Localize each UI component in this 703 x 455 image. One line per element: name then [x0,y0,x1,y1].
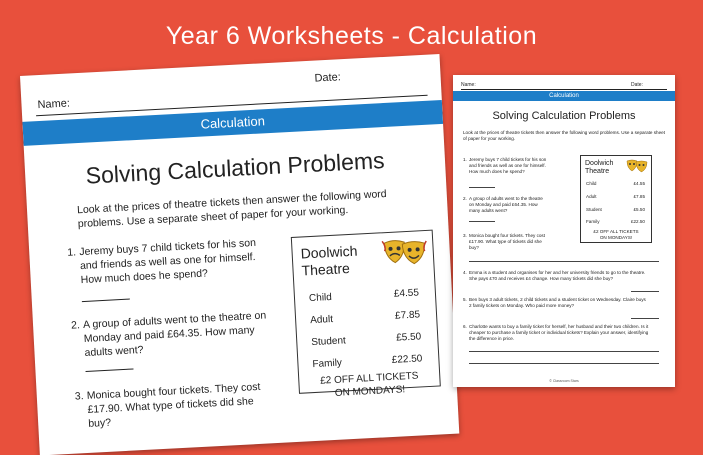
question-text: A group of adults went to the theatre on Monday and paid £64.35. How many adults went? [82,309,267,359]
monday-offer [305,369,434,402]
question-text: Ben buys 3 adult tickets, 2 child tickets and a student ticket on Wednesday. Claire buys 2 family tickets on Monday. Who paid more money? [469,297,646,308]
question-text: Monica bought four tickets. They cost £17.90. What type of tickets did she buy? [86,380,261,430]
answer-line [82,299,130,303]
question-3 [74,379,278,431]
question-2 [463,196,547,214]
ticket-type: Adult [586,194,597,199]
ticket-price: £5.50 [395,331,422,344]
copyright-footer: © Classroom Stars [549,379,579,383]
ticket-price: £7.85 [394,309,421,322]
worksheet-title: Solving Calculation Problems [85,147,386,189]
header-bar: Calculation [22,100,443,146]
ticket-price: £4.55 [633,181,645,186]
ticket-price: £5.50 [633,207,645,212]
question-number: 5. [463,297,467,302]
answer-line [469,187,495,188]
ticket-price: £7.85 [633,194,645,199]
ticket-type: Child [586,181,597,186]
price-row-child [309,287,425,304]
price-row-student [586,207,647,212]
banner-title: Year 6 Worksheets - Calculation [165,22,538,50]
price-row-student [311,331,427,348]
answer-line [631,291,659,292]
question-text: Jeremy buys 7 child tickets for his son and friends as well as one for himself. How much does he spend? [78,236,257,287]
price-row-adult [310,309,426,326]
intro-text: Look at the prices of theatre tickets then answer the following word problems. Use a separate sheet of paper for your working. [463,130,665,141]
date-label: Date: [631,82,643,88]
ticket-type: Family [586,219,600,224]
worksheet-title: Solving Calculation Problems [492,110,636,122]
ticket-type: Adult [309,313,334,327]
theatre-title [585,160,613,176]
name-label: Name: [37,97,71,112]
question-text: A group of adults went to the theatre on Monday and paid £64.35. How many adults went? [469,196,543,213]
ticket-type: Student [586,207,602,212]
question-number: 6. [463,324,467,329]
answer-line [469,221,495,222]
question-number: 1. [463,157,467,162]
answer-line [631,318,659,319]
worksheet-preview [453,75,675,387]
worksheet-large [20,54,459,455]
theatre-title-line1: Doolwich [585,160,614,167]
ticket-type: Child [308,291,333,305]
name-date-line [461,81,667,90]
question-number: 2. [70,319,81,332]
price-row-family [586,219,647,224]
answer-line [469,363,659,364]
offer-line1: £2 OFF ALL TICKETS [593,229,639,234]
offer-line2: ON MONDAYS! [599,235,633,240]
name-label: Name: [461,82,476,88]
answer-line [86,368,134,372]
header-bar: Calculation [453,91,675,101]
theatre-title-line2: Theatre [585,168,610,175]
question-4 [463,270,649,282]
question-number: 3. [463,233,467,238]
ticket-price: £22.50 [630,219,645,224]
question-3 [463,233,547,251]
question-1 [463,157,547,175]
question-5 [463,297,649,309]
question-text: Charlotte wants to buy a family ticket for herself, her husband and their two children. Is it cheaper to purchase a family ticket or individual tickets? Explain your answer, identifying the difference in price. [469,324,649,341]
answer-line [469,261,659,262]
question-number: 3. [74,390,84,403]
ticket-type: Student [311,335,347,349]
theatre-title [300,243,359,280]
question-text: Monica bought four tickets. They cost £17.90. What type of tickets did she buy? [469,233,546,250]
question-text: Jeremy buys 7 child tickets for his son and friends as well as one for himself. How much does he spend? [469,157,547,174]
price-row-family [312,353,428,370]
ticket-price-box [291,230,441,399]
monday-offer [583,229,649,241]
offer-line1: £2 OFF ALL TICKETS [319,370,419,387]
question-2 [70,308,275,360]
theatre-masks-icon [380,235,430,269]
ticket-type: Family [312,357,343,371]
intro-text: Look at the prices of theatre tickets then answer the following word problems. Use a separate sheet of paper for your working. [76,187,387,231]
date-label: Date: [314,71,342,85]
theatre-masks-icon [625,158,649,174]
ticket-price: £22.50 [391,353,423,366]
theatre-title-line2: Theatre [301,260,351,279]
theatre-title-line1: Doolwich [300,242,358,262]
price-row-adult [586,194,647,199]
question-number: 1. [67,246,77,259]
question-number: 4. [463,270,467,275]
answer-line [469,351,659,352]
offer-line2: ON MONDAYS! [334,384,406,399]
question-6 [463,324,649,342]
question-number: 2. [463,196,467,201]
question-1 [67,235,271,287]
question-text: Emma is a student and organises for her and her university friends to go to the theatre. She pays £70 and receives £4 change. How many tickets did she buy? [469,270,646,281]
ticket-price: £4.55 [393,287,420,300]
ticket-price-box [580,155,652,243]
price-row-child [586,181,647,186]
